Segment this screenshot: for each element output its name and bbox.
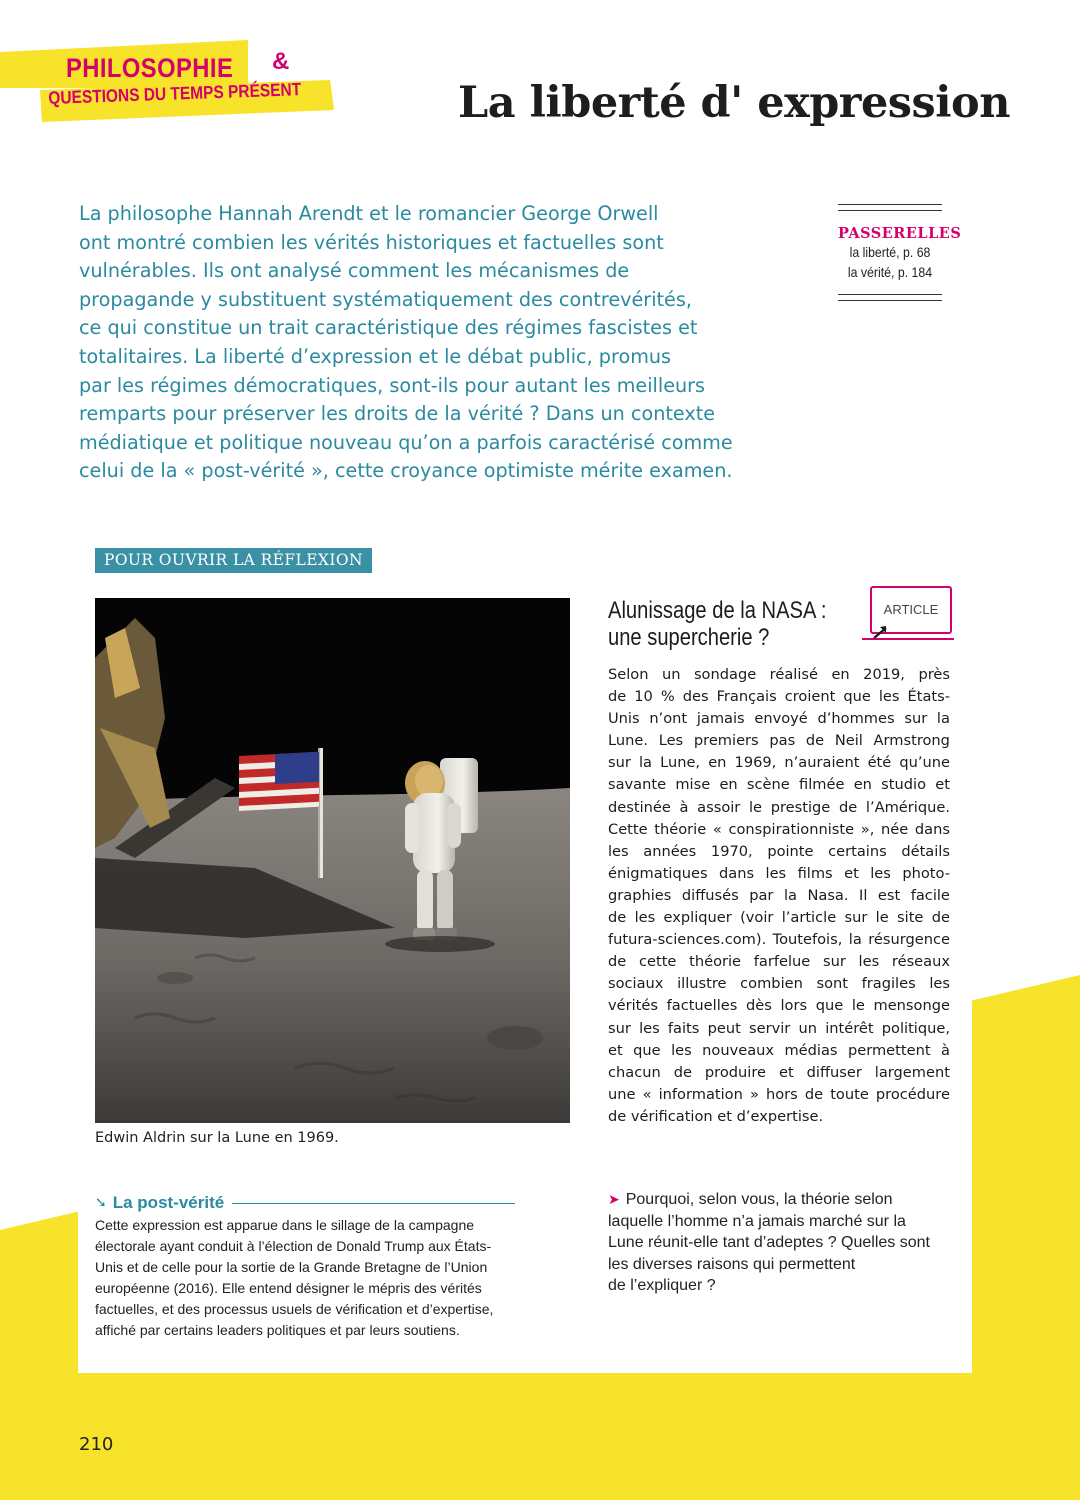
post-verite-line: Cette expression est apparue dans le sillage de la campagne [95,1217,475,1233]
article-word: nouveaux [702,1041,775,1059]
article-word: servir [749,1019,791,1037]
question-line: les diverses raisons qui permettent [608,1255,856,1273]
article-word: la [848,931,862,949]
article-word: de [673,1063,692,1081]
cursor-icon [872,624,892,640]
article-line: de vérification et d’expertise. [608,1107,824,1125]
article-word: une [608,1085,636,1103]
article-word: Unis [608,710,640,728]
post-verite-title: La post-vérité [112,1193,225,1212]
chevron-right-icon: ➤ [608,1191,620,1207]
article-word: sur [822,953,846,971]
article-word: envoyé [754,710,808,728]
article-word: sur [904,710,928,728]
article-word: sur [608,754,631,772]
article-word: les [671,1041,692,1059]
article-word: sur [608,1019,631,1037]
post-verite-line: factuelles, et des processus usuels de vérification et d’expertise, [95,1301,494,1317]
question-line: laquelle l’homme n’a jamais marché sur la [608,1212,906,1230]
article-word: futura-sciences.com). [608,931,767,949]
article-word: « [712,820,722,838]
article-word: les [639,1019,660,1037]
post-verite-rule [232,1203,515,1204]
article-word: toute [830,1085,869,1103]
article-word: que [815,997,844,1015]
article-word: et [778,1063,794,1081]
article-word: et [844,864,859,882]
article-word: largement [874,1063,950,1081]
intro-line: propagande y substituent systématiquement des contrevérités, [79,287,692,311]
article-word: studio [881,776,926,794]
article-line [608,1040,950,1062]
article-word: savante [608,776,667,794]
article-word: certains [828,842,887,860]
article-word: et [935,776,950,794]
article-word: conspirationniste [728,820,855,838]
passerelles-box [838,204,962,301]
article-word: qu’une [899,754,950,772]
article-word: en [708,754,727,772]
article-line [608,1062,950,1084]
article-word: n’ont [649,710,688,728]
article-line [608,819,950,841]
article-word: est [877,886,901,904]
article-line [608,951,950,973]
article-word: que [633,1041,661,1059]
article-word: en [831,666,850,683]
article-word: médias [784,1041,838,1059]
article-word: « [642,1085,652,1103]
article-word: combien [740,975,803,993]
article-word: le [851,997,865,1015]
article-word: l’article [781,909,837,927]
post-verite-line: européenne (2016). Elle entend désigner le mépris des vérités [95,1280,482,1296]
article-line [608,708,950,730]
article-word: n’auraient [784,754,860,772]
article-word: hors [765,1085,798,1103]
article-word: illustre [677,975,727,993]
article-word: résurgence [868,931,950,949]
article-word: de [931,909,950,927]
article-word: Il [859,886,868,904]
post-verite-body [95,1215,525,1341]
article-word: dans [914,820,950,838]
article-word: Neil [834,732,863,750]
banner-title: PHILOSOPHIE [66,53,234,83]
article-line [608,995,950,1017]
article-word: de [838,798,858,816]
intro-line: celui de la « post-vérité », cette croyance optimiste mérite examen. [79,459,733,483]
article-word: les [929,975,950,993]
article-word: Armstrong [873,732,950,750]
article-word: Toutefois, [772,931,843,949]
article-word: près [918,666,950,683]
article-line [608,797,950,819]
article-word: mise [675,776,711,794]
article-line [608,863,950,885]
article-line [608,841,950,863]
article-line [608,907,950,929]
article-word: films [797,864,833,882]
intro-line: médiatique et politique nouveau qu’on a parfois caractérisé comme [79,430,733,454]
article-word: (voir [740,909,774,927]
intro-line: ont montré combien les vérités historiques et factuelles sont [79,230,664,254]
article-word: farfelue [753,953,811,971]
article-line [608,1084,950,1106]
article-word: intérêt [825,1019,874,1037]
post-verite-line: affiché par certains leaders politiques et par leurs soutiens. [95,1322,460,1338]
article-word: théorie [654,820,707,838]
article-word: expliquer [663,909,732,927]
article-word: Nasa. [807,886,849,904]
article-line [608,929,950,951]
article-line [608,774,950,796]
post-verite-line: électorale ayant conduit à l’élection de Donald Trump aux États- [95,1238,492,1254]
article-word: 1969, [734,754,777,772]
moon-landing-photo [95,598,570,1123]
passerelles-title: PASSERELLES [838,225,962,242]
article-word: à [940,1041,950,1059]
intro-line: ce qui constitue un trait caractéristique des régimes fascistes et [79,316,698,340]
article-word: croient [784,688,836,706]
article-word: mensonge [873,997,950,1015]
article-word: filmée [799,776,845,794]
passerelles-rule-bottom [838,294,942,301]
article-word: scène [746,776,790,794]
article-word: le [875,909,889,927]
photo-caption: Edwin Aldrin sur la Lune en 1969. [95,1130,339,1146]
article-word: de [608,909,627,927]
article-word: % [660,688,675,706]
post-verite-heading [95,1193,515,1213]
article-word: chacun [608,1063,661,1081]
article-title [608,597,827,651]
article-word: politique, [881,1019,950,1037]
article-word: sont [816,975,849,993]
article-word: faits [667,1019,700,1037]
article-word: un [798,1019,817,1037]
article-word: la [783,886,797,904]
question-line: Pourquoi, selon vous, la théorie selon [625,1191,893,1208]
article-line [608,730,950,752]
article-word: été [867,754,892,772]
article-word: » [749,1085,759,1103]
article-word: l’Amérique. [865,798,950,816]
article-word: produire [704,1063,767,1081]
page-number: 210 [79,1434,114,1455]
article-word: 2019, [863,666,905,683]
article-badge: ARTICLE [870,586,952,634]
article-word: lors [780,997,808,1015]
article-word: énigmatiques [608,864,708,882]
article-word: pas [769,732,796,750]
article-word: vérités [608,997,658,1015]
article-word: prestige [770,798,831,816]
article-word: théorie [689,953,742,971]
article-word: Lune, [660,754,701,772]
article-line [608,752,950,774]
article-word: destinée [608,798,671,816]
article-word: permettent [847,1041,931,1059]
article-line [608,686,950,708]
article-word: diffuser [806,1063,862,1081]
article-word: facile [910,886,950,904]
article-word: un [661,666,681,683]
article-word: dès [745,997,772,1015]
article-word: née [881,820,909,838]
intro-paragraph [79,200,779,486]
article-word: », [860,820,875,838]
question-block [608,1189,968,1297]
article-word: procédure [875,1085,950,1103]
article-word: premiers [693,732,759,750]
article-word: de [608,688,627,706]
article-word: les [765,864,787,882]
passerelles-link[interactable]: la vérité, p. 184 [847,264,933,280]
section-label: POUR OUVRIR LA RÉFLEXION [95,548,372,573]
article-word: à [679,798,689,816]
passerelles-rule-top [838,204,942,211]
question-line: Lune réunit-elle tant d’adeptes ? Quelles sont [608,1234,930,1251]
article-word: pointe [767,842,814,860]
article-word: assoir [697,798,741,816]
intro-line: totalitaires. La liberté d’expression et le débat public, promus [79,344,672,368]
article-word: le [749,798,763,816]
article-word: les [634,909,656,927]
article-word: en [853,776,872,794]
article-word: Français [716,688,777,706]
article-word: 1970, [710,842,753,860]
article-word: sondage [693,666,757,683]
intro-line: remparts pour préserver les droits de la vérité ? Dans un contexte [79,402,716,426]
article-word: les [878,688,900,706]
article-word: factuelles [666,997,738,1015]
article-word: les [858,953,880,971]
article-word: Selon [608,666,649,683]
article-title-line: une supercherie ? [608,624,770,651]
article-word: information [658,1085,743,1103]
banner-subtitle: QUESTIONS DU TEMPS PRÉSENT [48,79,302,108]
question-line: de l’expliquer ? [608,1277,716,1294]
article-word: sociaux [608,975,664,993]
article-word: Les [658,732,684,750]
page-title: La liberté d' expression [458,78,1010,128]
article-line [608,885,950,907]
article-line [608,664,950,686]
article-word: réseaux [891,953,950,971]
article-word: sur [844,909,868,927]
banner-ampersand: & [272,48,290,75]
article-word: réalisé [769,666,818,683]
article-word: détails [901,842,950,860]
intro-line: La philosophe Hannah Arendt et le romancier George Orwell [79,202,659,225]
article-word: graphies [608,886,672,904]
article-word: jamais [696,710,745,728]
article-word: 10 [634,688,653,706]
article-word: par [749,886,774,904]
article-word: fragiles [861,975,916,993]
article-word: la [638,754,652,772]
article-word: Cette [608,820,648,838]
article-word: peut [707,1019,741,1037]
article-word: site [897,909,924,927]
passerelles-link[interactable]: la liberté, p. 68 [849,244,931,260]
article-word: la [936,710,950,728]
article-word: photo- [902,864,950,882]
arrow-down-right-icon: ➘ [95,1195,107,1211]
intro-line: par les régimes démocratiques, sont-ils pour autant les meilleurs [79,373,706,397]
article-line [608,973,950,995]
article-word: et [608,1041,623,1059]
article-word: cette [638,953,677,971]
intro-line: vulnérables. Ils ont analysé comment les mécanismes de [79,259,630,283]
article-word: de [804,1085,824,1103]
article-word: de [608,953,627,971]
article-word: en [719,776,738,794]
article-word: dans [719,864,755,882]
article-word: de [805,732,825,750]
article-word: diffusés [681,886,739,904]
article-word: les [870,864,891,882]
article-word: États- [907,688,950,706]
article-word: les [608,842,629,860]
article-line [608,1018,950,1040]
article-word: Lune. [608,732,648,750]
post-verite-line: Unis et de celle pour la sortie de la Grande Bretagne de l’Union [95,1259,488,1275]
article-title-line: Alunissage de la NASA : [608,597,827,624]
article-word: années [643,842,697,860]
article-word: d’hommes [817,710,895,728]
article-body [608,664,950,1128]
article-word: que [843,688,871,706]
article-word: des [682,688,709,706]
